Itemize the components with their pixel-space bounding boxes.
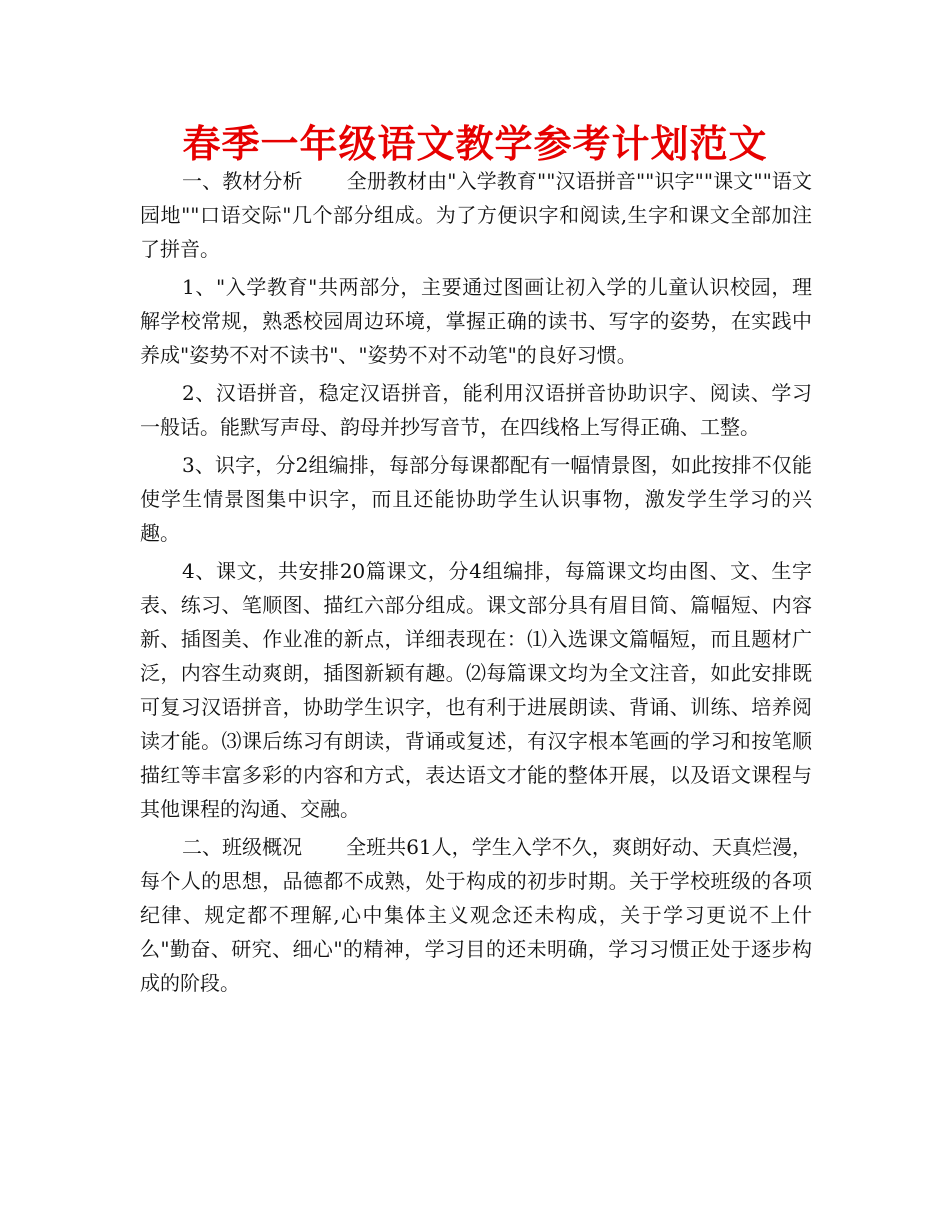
- paragraph-class-overview: [140, 830, 812, 1000]
- paragraph-item-3: 3、识字，分2组编排，每部分每课都配有一幅情景图，如此按排不仅能使学生情景图集中识字，而且还能协助学生认识事物，激发学生学习的兴趣。: [140, 453, 812, 545]
- paragraph-item-2: 2、汉语拼音，稳定汉语拼音，能利用汉语拼音协助识字、阅读、学习一般话。能默写声母、韵母并抄写音节，在四线格上写得正确、工整。: [140, 381, 812, 439]
- page-title: 春季一年级语文教学参考计划范文: [182, 122, 768, 166]
- section-heading: 二、班级概况: [182, 835, 303, 859]
- paragraph-textbook-analysis: [140, 164, 812, 266]
- paragraph-text: 全班共61人，学生入学不久，爽朗好动、天真烂漫，每个人的思想，品德都不成熟，处于构成的初步时期。关于学校班级的各项纪律、规定都不理解,心中集体主义观念还未构成，关于学习更说不上什么"勤奋、研究、细心"的精神，学习目的还未明确，学习习惯正处于逐步构成的阶段。: [140, 835, 813, 995]
- paragraph-item-4: 4、课文，共安排20篇课文，分4组编排，每篇课文均由图、文、生字表、练习、笔顺图、描红六部分组成。课文部分具有眉目简、篇幅短、内容新、插图美、作业准的新点，详细表现在：⑴入选课文篇幅短，而且题材广泛，内容生动爽朗，插图新颖有趣。⑵每篇课文均为全文注音，如此安排既可复习汉语拼音，协助学生识字，也有利于进展朗读、背诵、训练、培养阅读才能。⑶课后练习有朗读，背诵或复述，有汉字根本笔画的学习和按笔顺描红等丰富多彩的内容和方式，表达语文才能的整体开展，以及语文课程与其他课程的沟通、交融。: [140, 559, 812, 821]
- section-heading: 一、教材分析: [182, 169, 303, 193]
- paragraph-text: 全册教材由"入学教育""汉语拼音""识字""课文""语文园地""口语交际"几个部分组成。为了方便识字和阅读,生字和课文全部加注了拼音。: [140, 169, 812, 261]
- paragraph-item-1: 1、"入学教育"共两部分，主要通过图画让初入学的儿童认识校园，理解学校常规，熟悉校园周边环境，掌握正确的读书、写字的姿势，在实践中养成"姿势不对不读书"、"姿势不对不动笔"的良好习惯。: [140, 275, 812, 367]
- document-body: [140, 164, 812, 1004]
